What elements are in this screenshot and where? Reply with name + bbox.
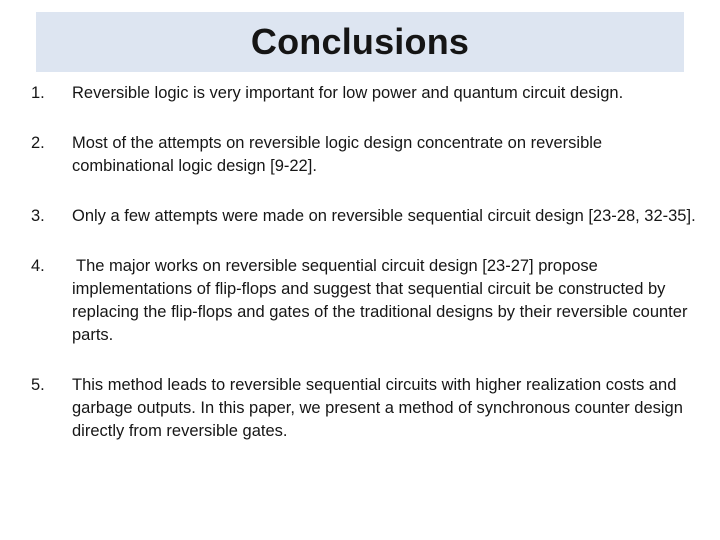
conclusions-list [31,82,703,443]
title-band [36,12,684,72]
page-title: Conclusions [250,21,470,62]
list-item [31,374,703,443]
item-number: 4. [31,257,45,275]
list-item [31,132,703,178]
item-text: The major works on reversible sequential circuit design [23-27] propose implementations of flip-flops and suggest that sequential circuit be constructed by replacing the flip-flops and gates of the traditional designs by their reversible counter parts. [72,257,688,344]
item-number: 3. [31,207,45,225]
item-text: This method leads to reversible sequential circuits with higher realization costs and garbage outputs. In this paper, we present a method of synchronous counter design directly from reversible gates. [72,376,683,440]
item-number: 1. [31,84,45,102]
list-item [31,205,703,228]
item-number: 5. [31,376,45,394]
item-number: 2. [31,134,45,152]
item-text: Only a few attempts were made on reversible sequential circuit design [23-28, 32-35]. [72,207,696,225]
list-item [31,82,703,105]
item-text: Most of the attempts on reversible logic design concentrate on reversible combinational logic design [9-22]. [72,134,603,175]
item-text: Reversible logic is very important for low power and quantum circuit design. [72,84,624,102]
list-item [31,255,703,347]
